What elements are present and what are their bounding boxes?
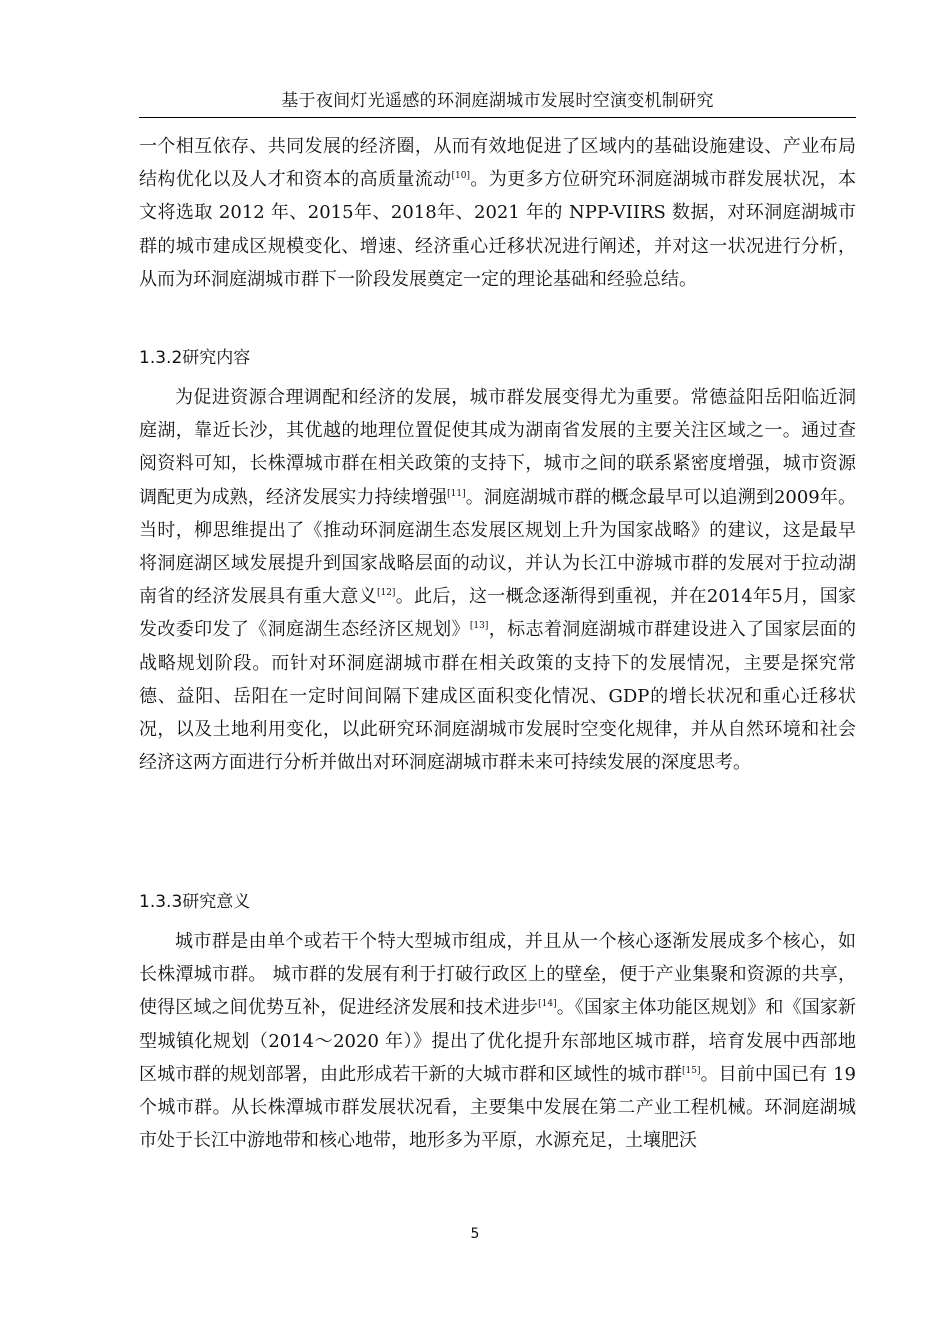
text-run: 。目前中国已有 19 个城市群。从长株潭城市群发展状况看，主要集中发展在第二产业工程机械。环洞庭湖城市处于长江中游地带和核心地带，地形多为平原，水源充足，土壤肥沃 [139,1063,856,1152]
header-rule [139,117,856,118]
paragraph-research-content [139,381,856,779]
section-heading-research-significance: 1.3.3研究意义 [139,892,251,912]
text-run: 。《国家主体功能区规划》和《国家新型城镇化规划（2014～2020 年）》提出了优化提升东部地区城市群，培育发展中西部地区城市群的规划部署，由此形成若干新的大城市群和区域性的城市群 [139,997,856,1085]
text-run: 一个相互依存、共同发展的经济圈，从而有效地促进了区域内的基础设施建设、产业布局结构优化以及人才和资本的高质量流动 [139,136,856,191]
citation: [13] [469,621,489,632]
text-run: 。洞庭湖城市群的概念最早可以追溯到2009年。当时，柳思维提出了《推动环洞庭湖生态发展区规划上升为国家战略》的建议，这是最早将洞庭湖区域发展提升到国家战略层面的动议，并认为长江中游城市群的发展对于拉动湖南省的经济发展具有重大意义 [139,486,857,608]
page-number: 5 [470,1226,480,1242]
text-run: 。此后，这一概念逐渐得到重视，并在2014年5月，国家发改委印发了《洞庭湖生态经济区规划》 [139,586,856,641]
paragraph-research-significance [139,925,856,1157]
running-header: 基于夜间灯光遥感的环洞庭湖城市发展时空演变机制研究 [281,91,714,111]
citation: [15] [681,1065,701,1076]
citation: [14] [538,999,557,1010]
citation: [11] [447,488,466,499]
text-run: 城市群是由单个或若干个特大型城市组成，并且从一个核心逐渐发展成多个核心，如长株潭城市群。 城市群的发展有利于打破行政区上的壁垒，便于产业集聚和资源的共享，使得区域之间优势互补，促进经济发展和技术进步 [139,931,856,1019]
citation: [10] [451,171,470,182]
paragraph-intro-continuation [139,130,856,296]
text-run: 。为更多方位研究环洞庭湖城市群发展状况，本文将选取 2012 年、2015年、2018年、2021 年的 NPP-VIIRS 数据，对环洞庭湖城市群的城市建成区规模变化、增速、经济重心迁移状况进行阐述，并对这一状况进行分析，从而为环洞庭湖城市群下一阶段发展奠定一定的理论基础和经验总结。 [139,169,857,290]
section-heading-research-content: 1.3.2研究内容 [139,348,251,368]
text-run: 为促进资源合理调配和经济的发展，城市群发展变得尤为重要。常德益阳岳阳临近洞庭湖，靠近长沙，其优越的地理位置促使其成为湖南省发展的主要关注区域之一。通过查阅资料可知，长株潭城市群在相关政策的支持下，城市之间的联系紧密度增强，城市资源调配更为成熟，经济发展实力持续增强 [139,387,856,508]
text-run: ，标志着洞庭湖城市群建设进入了国家层面的战略规划阶段。而针对环洞庭湖城市群在相关政策的支持下的发展情况，主要是探究常德、益阳、岳阳在一定时间间隔下建成区面积变化情况、GDP的增长状况和重心迁移状况，以及土地利用变化，以此研究环洞庭湖城市发展时空变化规律，并从自然环境和社会经济这两方面进行分析并做出对环洞庭湖城市群未来可持续发展的深度思考。 [139,619,856,774]
citation: [12] [376,588,396,599]
